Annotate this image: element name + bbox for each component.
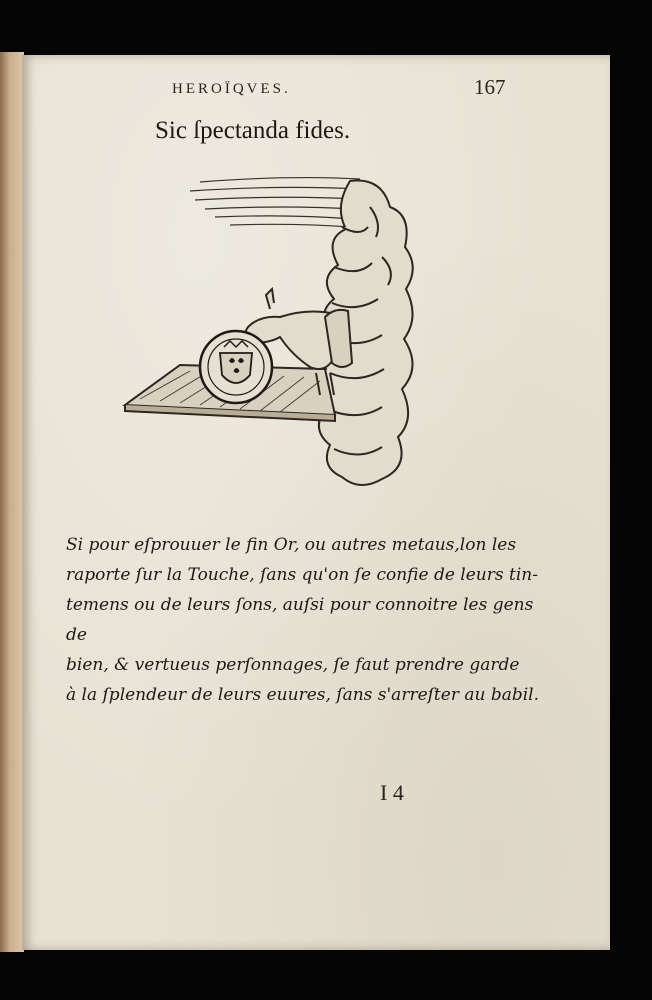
text-line: raporte ſur la Touche, ſans qu'on ſe confie de leurs tin- xyxy=(66,565,538,585)
royal-medal xyxy=(200,331,272,403)
signature-mark: I 4 xyxy=(380,780,404,805)
emblem-motto: Sic ſpectanda fides. xyxy=(155,117,351,144)
book-page xyxy=(22,55,610,950)
emblem-text xyxy=(66,530,556,710)
emblem-woodcut xyxy=(120,167,420,497)
text-line: temens ou de leurs ſons, auſsi pour connoitre les gens de xyxy=(66,595,534,645)
text-line: bien, & vertueus perſonnages, ſe faut prendre garde xyxy=(66,655,520,675)
wind-lines xyxy=(190,178,360,227)
text-line: à la ſplendeur de leurs euures, ſans s'arreſter au babil. xyxy=(66,685,540,705)
text-line: Si pour eſprouuer le fin Or, ou autres metaus,lon les xyxy=(66,535,517,555)
running-head: HEROÏQVES. xyxy=(172,81,291,97)
page-number: 167 xyxy=(474,75,506,99)
left-page-edge xyxy=(0,52,24,952)
